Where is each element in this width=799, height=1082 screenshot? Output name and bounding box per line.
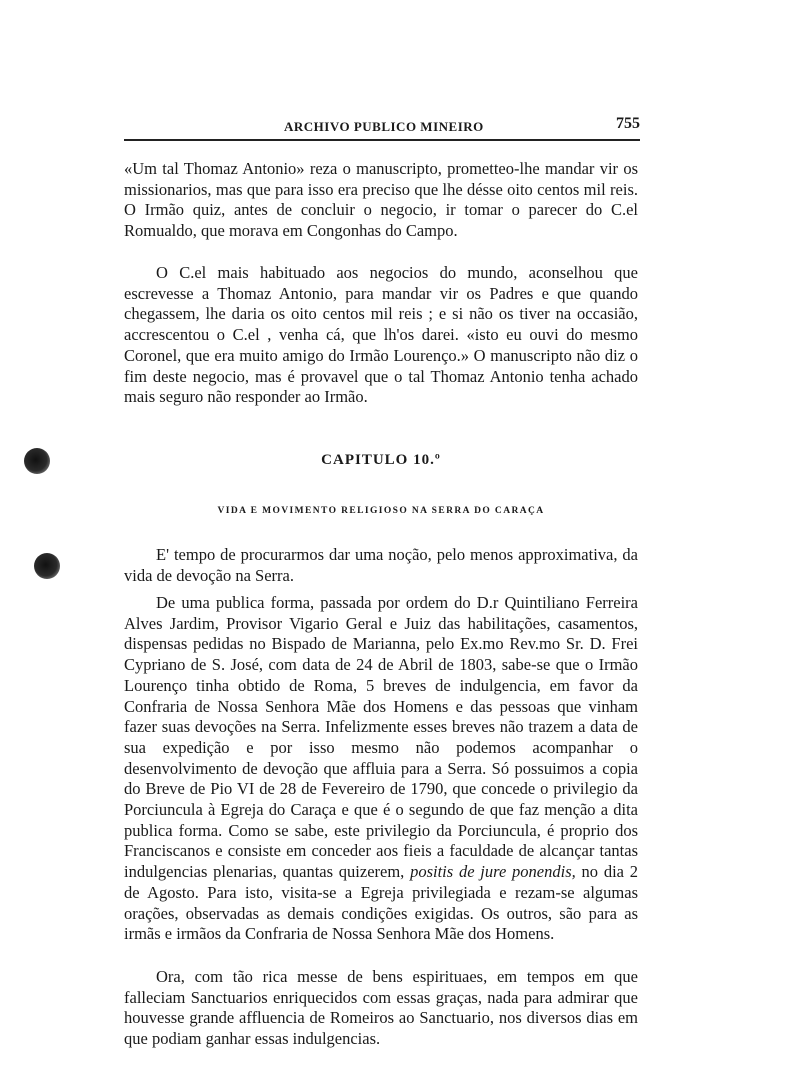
chapter-paragraph-2 xyxy=(124,593,638,945)
punch-hole-top xyxy=(24,448,50,474)
chapter-paragraph-3: Ora, com tão rica messe de bens espirituaes, em tempos em que falleciam Sanctuarios enriquecidos com essas graças, nada para admirar que houvesse grande affluencia de Romeiros ao Sanctuario, nos diversos dias em que podiam ganhar essas indulgencias. xyxy=(124,967,638,1049)
paragraph-1: «Um tal Thomaz Antonio» reza o manuscripto, prometteo-lhe mandar vir os missionarios, mas que para isso era preciso que lhe désse oito centos mil reis. O Irmão quiz, antes de concluir o negocio, ir tomar o parecer do C.el Romualdo, que morava em Congonhas do Campo. xyxy=(124,159,638,241)
punch-hole-bottom xyxy=(34,553,60,579)
chapter-title: CAPITULO 10.º xyxy=(321,452,441,468)
chapter-paragraph-2-part-1: De uma publica forma, passada por ordem do D.r Quintiliano Ferreira Alves Jardim, Provisor Vigario Geral e Juiz das habilitações, casamentos, dispensas pedidas no Bispado de Marianna, pelo Ex.mo Rev.mo Sr. D. Frei Cypriano de S. José, com data de 24 de Abril de 1803, sabe-se que o Irmão Lourenço tinha obtido de Roma, 5 breves de indulgencia, em favor da Confraria de Nossa Senhora Mãe dos Homens e das pessoas que vinham fazer suas devoções na Serra. Infelizmente esses breves não trazem a data de sua expedição e por isso mesmo não podemos acompanhar o desenvolvimento de devoção que affluia para a Serra. Só possuimos a copia do Breve de Pio VI de 28 de Fevereiro de 1790, que concede o privilegio da Porciuncula à Egreja do Caraça e que é o segundo de que faz menção a dita publica forma. Como se sabe, este privilegio da Porciuncula, é proprio dos Franciscanos e consiste em conceder aos fieis a faculdade de alcançar tantas indulgencias plenarias, quantas quizerem, xyxy=(124,593,638,882)
latin-phrase: positis de jure ponendis, xyxy=(410,862,576,882)
chapter-paragraph-1: E' tempo de procurarmos dar uma noção, pelo menos approximativa, da vida de devoção na Serra. xyxy=(124,545,638,585)
page-header xyxy=(124,115,640,141)
chapter-subtitle: VIDA E MOVIMENTO RELIGIOSO NA SERRA DO CARAÇA xyxy=(217,506,545,516)
paragraph-2: O C.el mais habituado aos negocios do mundo, aconselhou que escrevesse a Thomaz Antonio, para mandar vir os Padres e que quando chegassem, lhe daria os oito centos mil reis ; e si não os tiver na occasião, accrescentou o C.el , venha cá, que lh'os darei. «isto eu ouvi do mesmo Coronel, que era muito amigo do Irmão Lourenço.» O manuscripto não diz o fim deste negocio, mas é provavel que o tal Thomaz Antonio tenha achado mais seguro não responder ao Irmão. xyxy=(124,263,638,407)
chapter-paragraph-2-part-2: no dia 2 de Agosto. Para isto, visita-se a Egreja privilegiada e rezam-se algumas orações, observadas as demais condições exigidas. Os outros, são para as irmãs e irmãos da Confraria de Nossa Senhora Mãe dos Homens. xyxy=(124,862,638,944)
running-title: ARCHIVO PUBLICO MINEIRO xyxy=(284,119,484,134)
page-number: 755 xyxy=(616,115,640,132)
